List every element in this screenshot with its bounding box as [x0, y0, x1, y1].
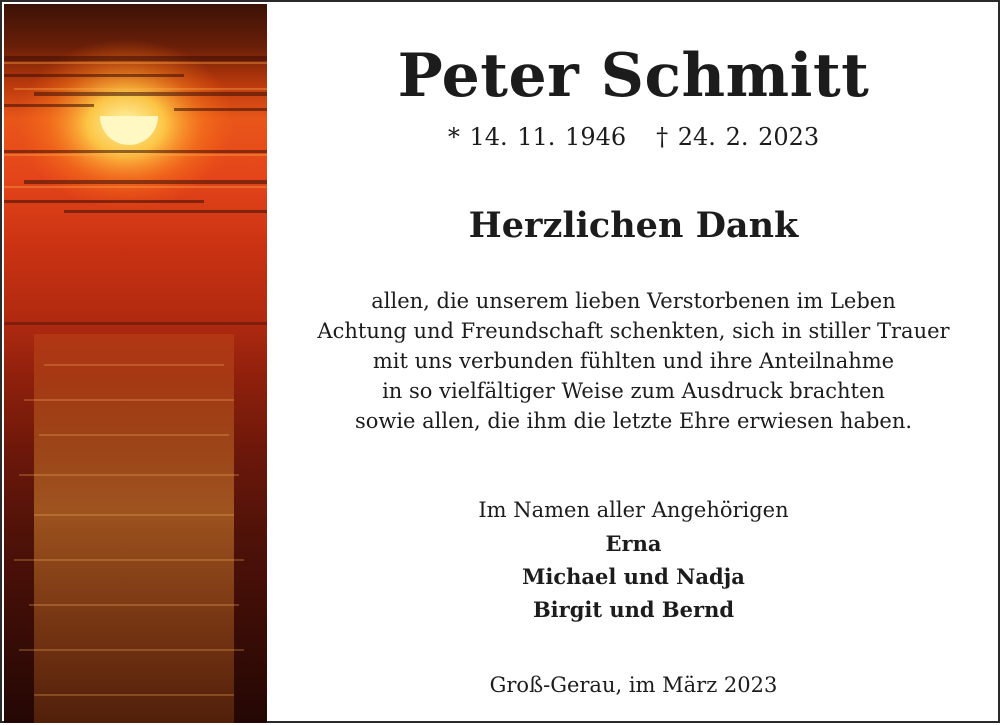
life-dates: [267, 122, 1000, 152]
sunset-photo: [4, 4, 267, 723]
signatory: Michael und Nadja: [522, 564, 745, 589]
place-and-date: Groß-Gerau, im März 2023: [489, 673, 778, 697]
sun-reflection: [34, 334, 234, 723]
notice-text-panel: [267, 2, 1000, 725]
signatory: Erna: [605, 531, 662, 556]
signature-block: [267, 494, 1000, 626]
paragraph-line: mit uns verbunden fühlten und ihre Anteilnahme: [372, 349, 895, 373]
thanks-paragraph: [267, 286, 1000, 436]
paragraph-line: allen, die unserem lieben Verstorbenen im Leben: [371, 289, 896, 313]
signatory: Birgit und Bernd: [532, 597, 735, 622]
paragraph-line: Achtung und Freundschaft schenkten, sich in stiller Trauer: [317, 319, 950, 343]
paragraph-line: in so vielfältiger Weise zum Ausdruck brachten: [382, 379, 885, 403]
death-date: † 24. 2. 2023: [656, 123, 820, 151]
signature-intro: Im Namen aller Angehörigen: [478, 498, 789, 522]
birth-date: * 14. 11. 1946: [447, 123, 627, 151]
deceased-name: Peter Schmitt: [397, 41, 870, 111]
sunset-illustration: [4, 4, 267, 723]
horizon-line: [4, 322, 267, 325]
paragraph-line: sowie allen, die ihm die letzte Ehre erwiesen haben.: [354, 409, 913, 433]
thanks-heading: Herzlichen Dank: [468, 205, 799, 246]
